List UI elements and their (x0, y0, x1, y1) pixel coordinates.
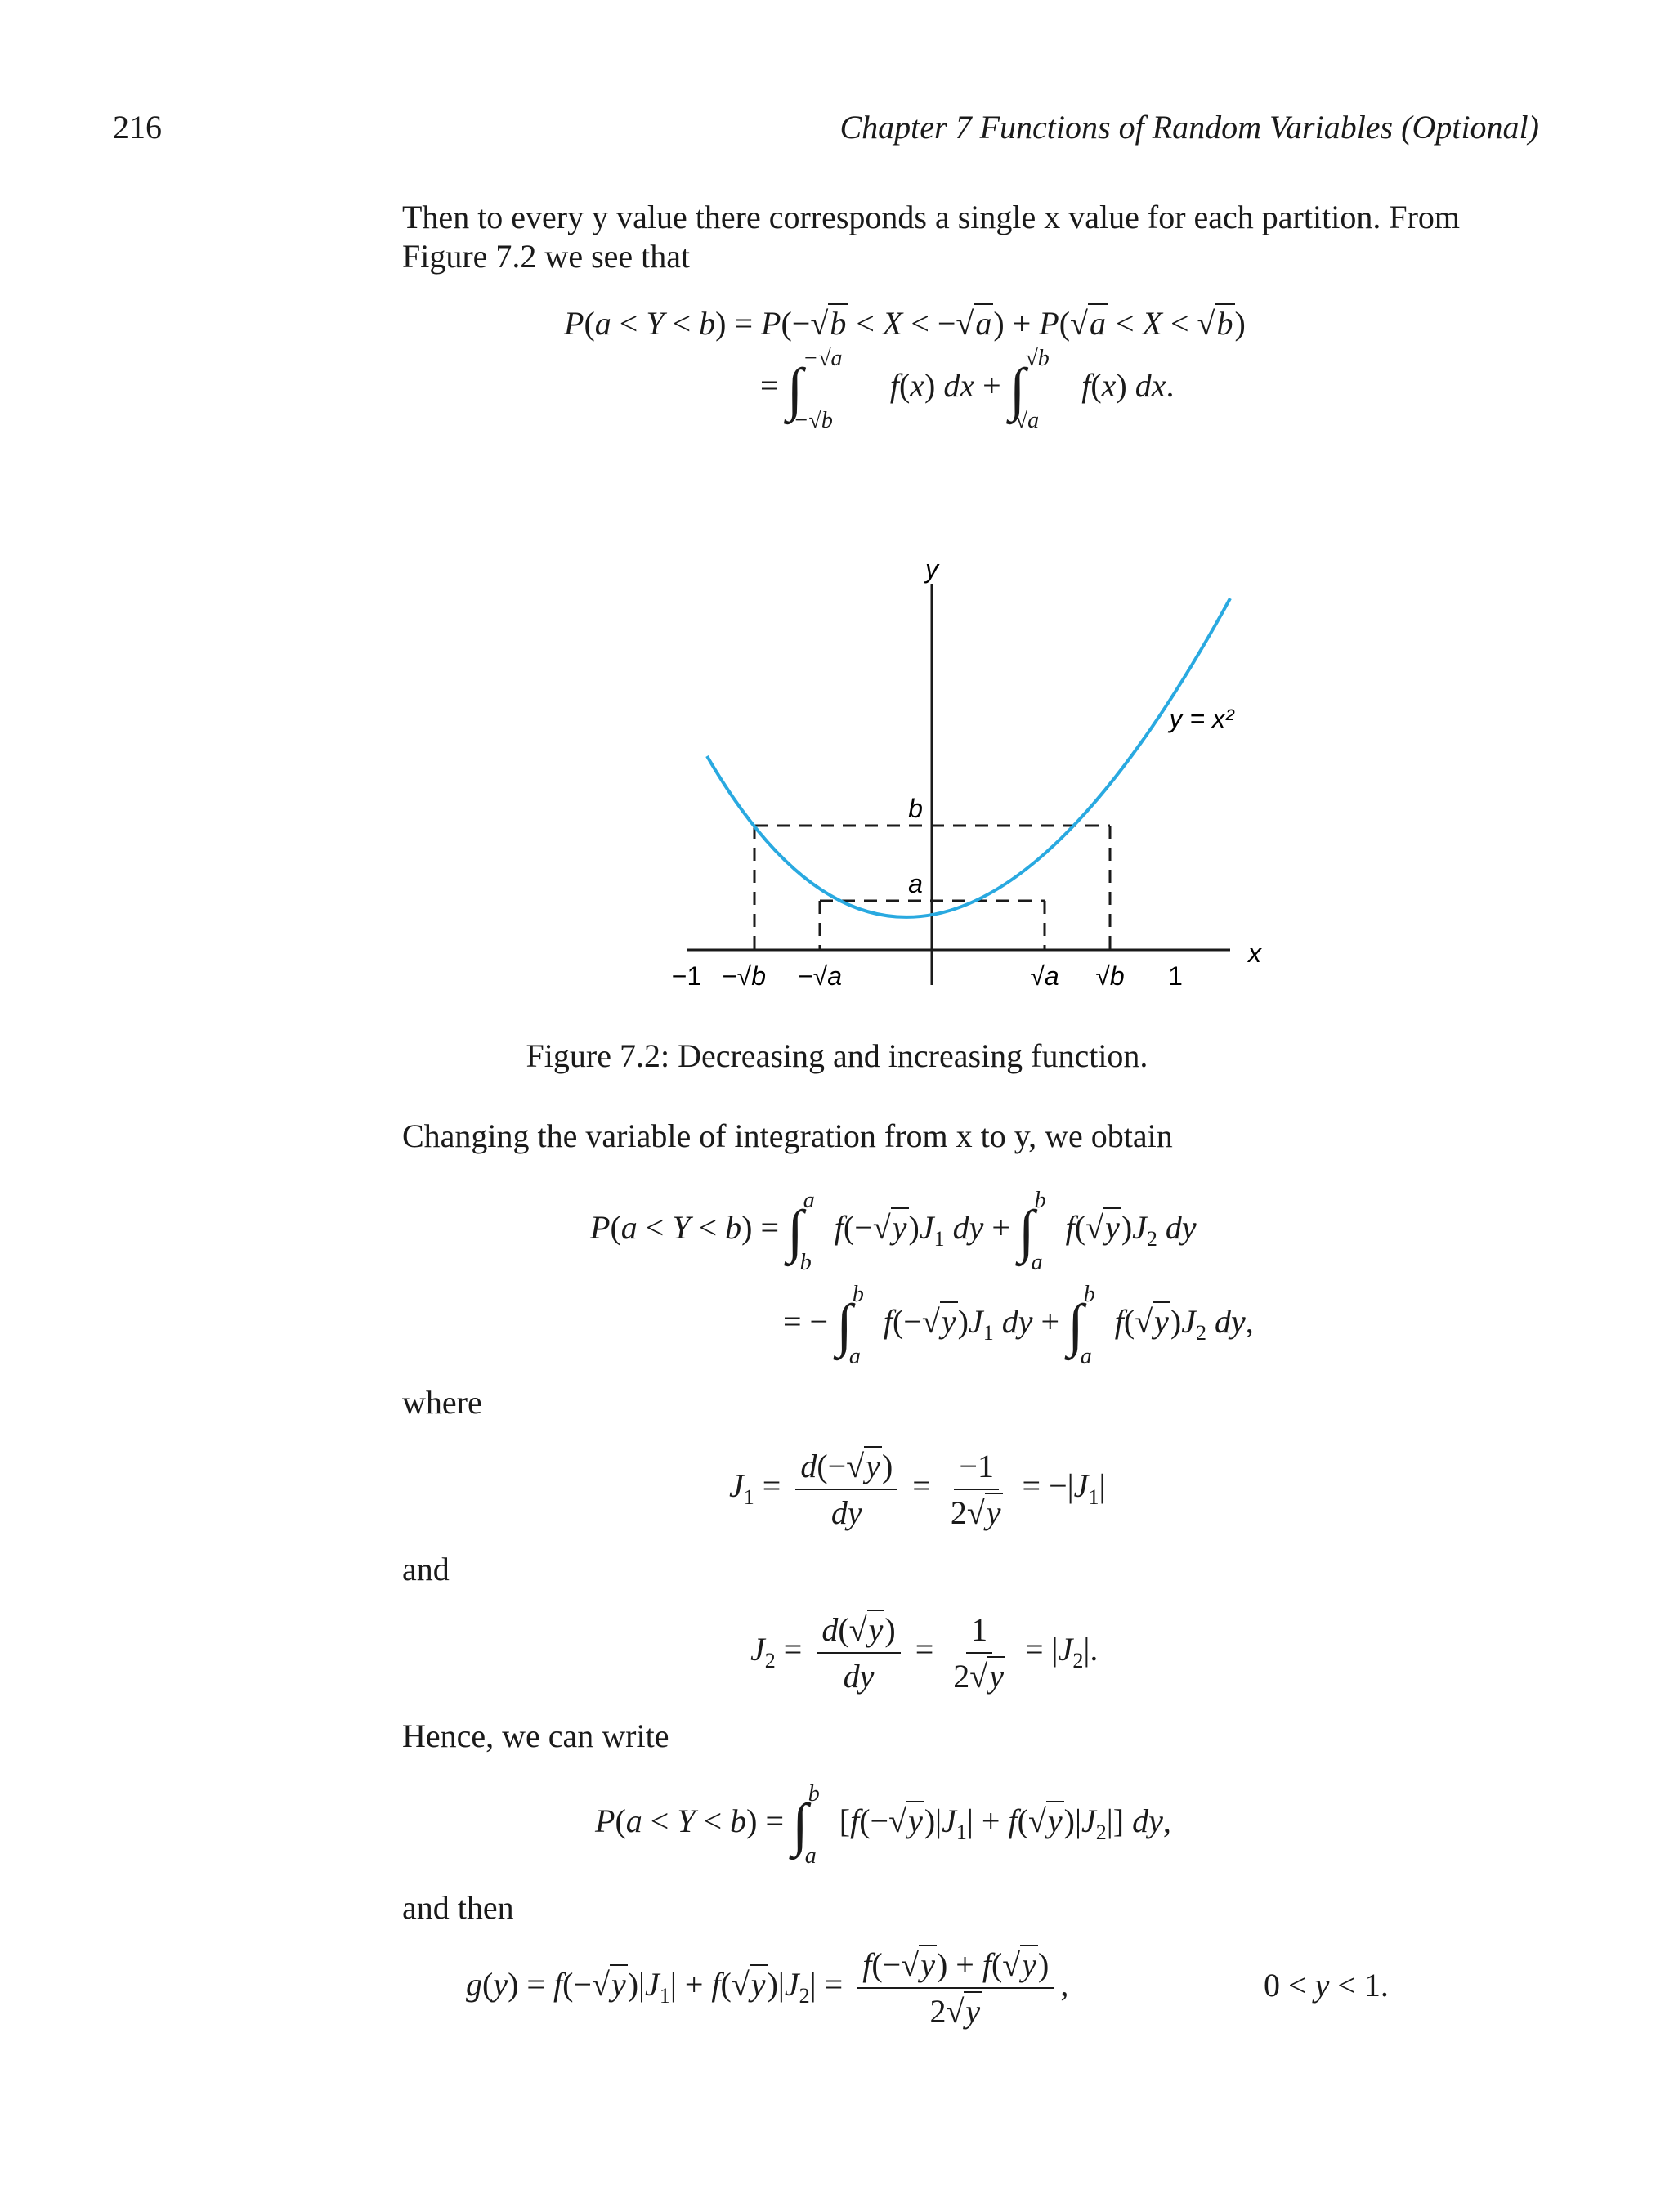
hence-text: Hence, we can write (402, 1717, 669, 1754)
page-number: 216 (113, 109, 162, 146)
and-then-text: and then (402, 1889, 514, 1926)
tick-1: 1 (1168, 961, 1183, 991)
tick-neg-1: −1 (671, 961, 702, 991)
tick-neg-sqrt-a: −√a (797, 961, 843, 991)
tick-sqrt-b: √b (1095, 961, 1125, 991)
label-a: a (908, 869, 923, 898)
where-text: where (402, 1384, 482, 1421)
figure-caption: Figure 7.2: Decreasing and increasing function. (526, 1037, 1148, 1074)
tick-sqrt-a: √a (1030, 961, 1059, 991)
parabola-curve (707, 598, 1230, 917)
curve-label: y = x² (1169, 704, 1234, 733)
eq6: $g(y) = f(-√y)|J_1| + f(√y)|J_2|$ = $\frac{f(-√y) + f(√y)}{2√y}$ , (466, 1946, 1069, 2030)
tick-neg-sqrt-b: −√b (721, 961, 767, 991)
intro-paragraph: Then to every y value there corresponds a single x value for each partition. From Figure 7.2 we see that (402, 199, 1461, 275)
eq2-line1: P(a < Y < b) = ∫$^a_b$ $f(-√y)J_1$ dy + ∫$^b_a$ $f(√y)J_2$ dy (590, 1188, 1197, 1276)
eq1-line1: P(a < Y < b) = P(−√b < X < −√a) + P(√a < X < √b) (564, 305, 1246, 342)
label-b: b (908, 794, 923, 823)
running-head: Chapter 7 Functions of Random Variables (Optional) (839, 109, 1539, 146)
eq2-line2: = − ∫$^b_a$ $f(-√y)J_1$ dy + ∫$^b_a$ $f(√y)J_2$ dy, (783, 1282, 1254, 1370)
axis-y-label: y (925, 554, 938, 584)
eq3-j1: $J_1$ = $\frac{d(-√y)}{dy}$ = $\frac{-1}{2√y}$ = $-|J_1|$ (729, 1448, 1106, 1531)
eq5: P(a < Y < b) = ∫$^b_a$ $[f(-√y)|J_1| + f(√y)|J_2|]$ dy, (595, 1781, 1171, 1869)
axis-x-label: x (1248, 938, 1261, 968)
changing-paragraph: Changing the variable of integration from x to y, we obtain (402, 1117, 1173, 1154)
and-text: and (402, 1551, 450, 1587)
eq6-condition: 0 < y < 1. (1264, 1967, 1389, 2004)
eq1-line2: = ∫$^{-√a}_{-√b}$ f(x) dx + ∫$^{√b}_{√a}$ f(x) dx. (760, 346, 1175, 434)
figure-7-2 (646, 544, 1300, 1018)
eq4-j2: $J_2$ = $\frac{d(√y)}{dy}$ = $\frac{1}{2√y}$ = $|J_2|$. (750, 1611, 1099, 1695)
